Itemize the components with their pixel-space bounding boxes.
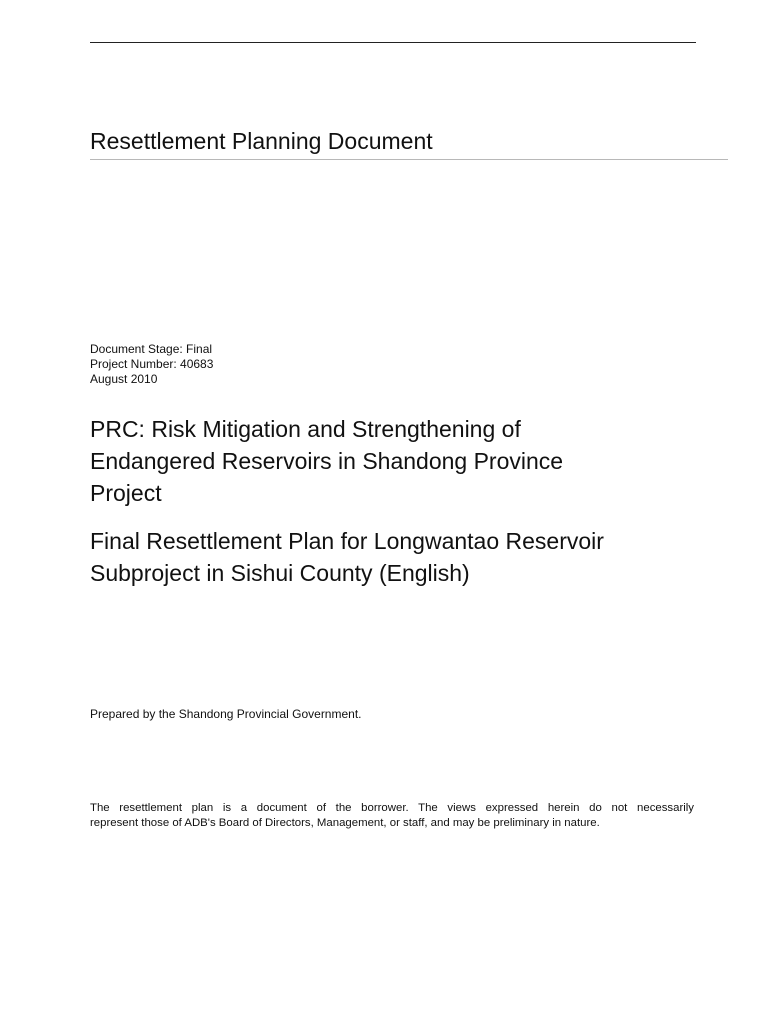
project-title: [90, 413, 730, 509]
disclaimer-line: represent those of ADB's Board of Directors, Management, or staff, and may be preliminary in nature.: [90, 817, 600, 829]
project-title-line: Project: [90, 480, 162, 506]
project-title-line: Endangered Reservoirs in Shandong Province: [90, 448, 564, 474]
project-title-line: PRC: Risk Mitigation and Strengthening of: [90, 416, 521, 442]
project-number: Project Number: 40683: [90, 357, 214, 371]
document-meta: [90, 342, 213, 387]
plan-title-line: Subproject in Sishui County (English): [90, 560, 470, 586]
prepared-by: Prepared by the Shandong Provincial Government.: [90, 707, 362, 721]
top-divider: [90, 42, 696, 43]
document-date: August 2010: [90, 372, 158, 386]
disclaimer: [90, 801, 694, 831]
plan-title: [90, 525, 730, 589]
document-stage: Document Stage: Final: [90, 342, 213, 356]
plan-title-line: Final Resettlement Plan for Longwantao Reservoir: [90, 528, 604, 554]
heading-underline: [90, 159, 728, 160]
document-type-heading: Resettlement Planning Document: [90, 128, 433, 154]
disclaimer-line: The resettlement plan is a document of the borrower. The views expressed herein do not necessarily: [90, 802, 694, 814]
